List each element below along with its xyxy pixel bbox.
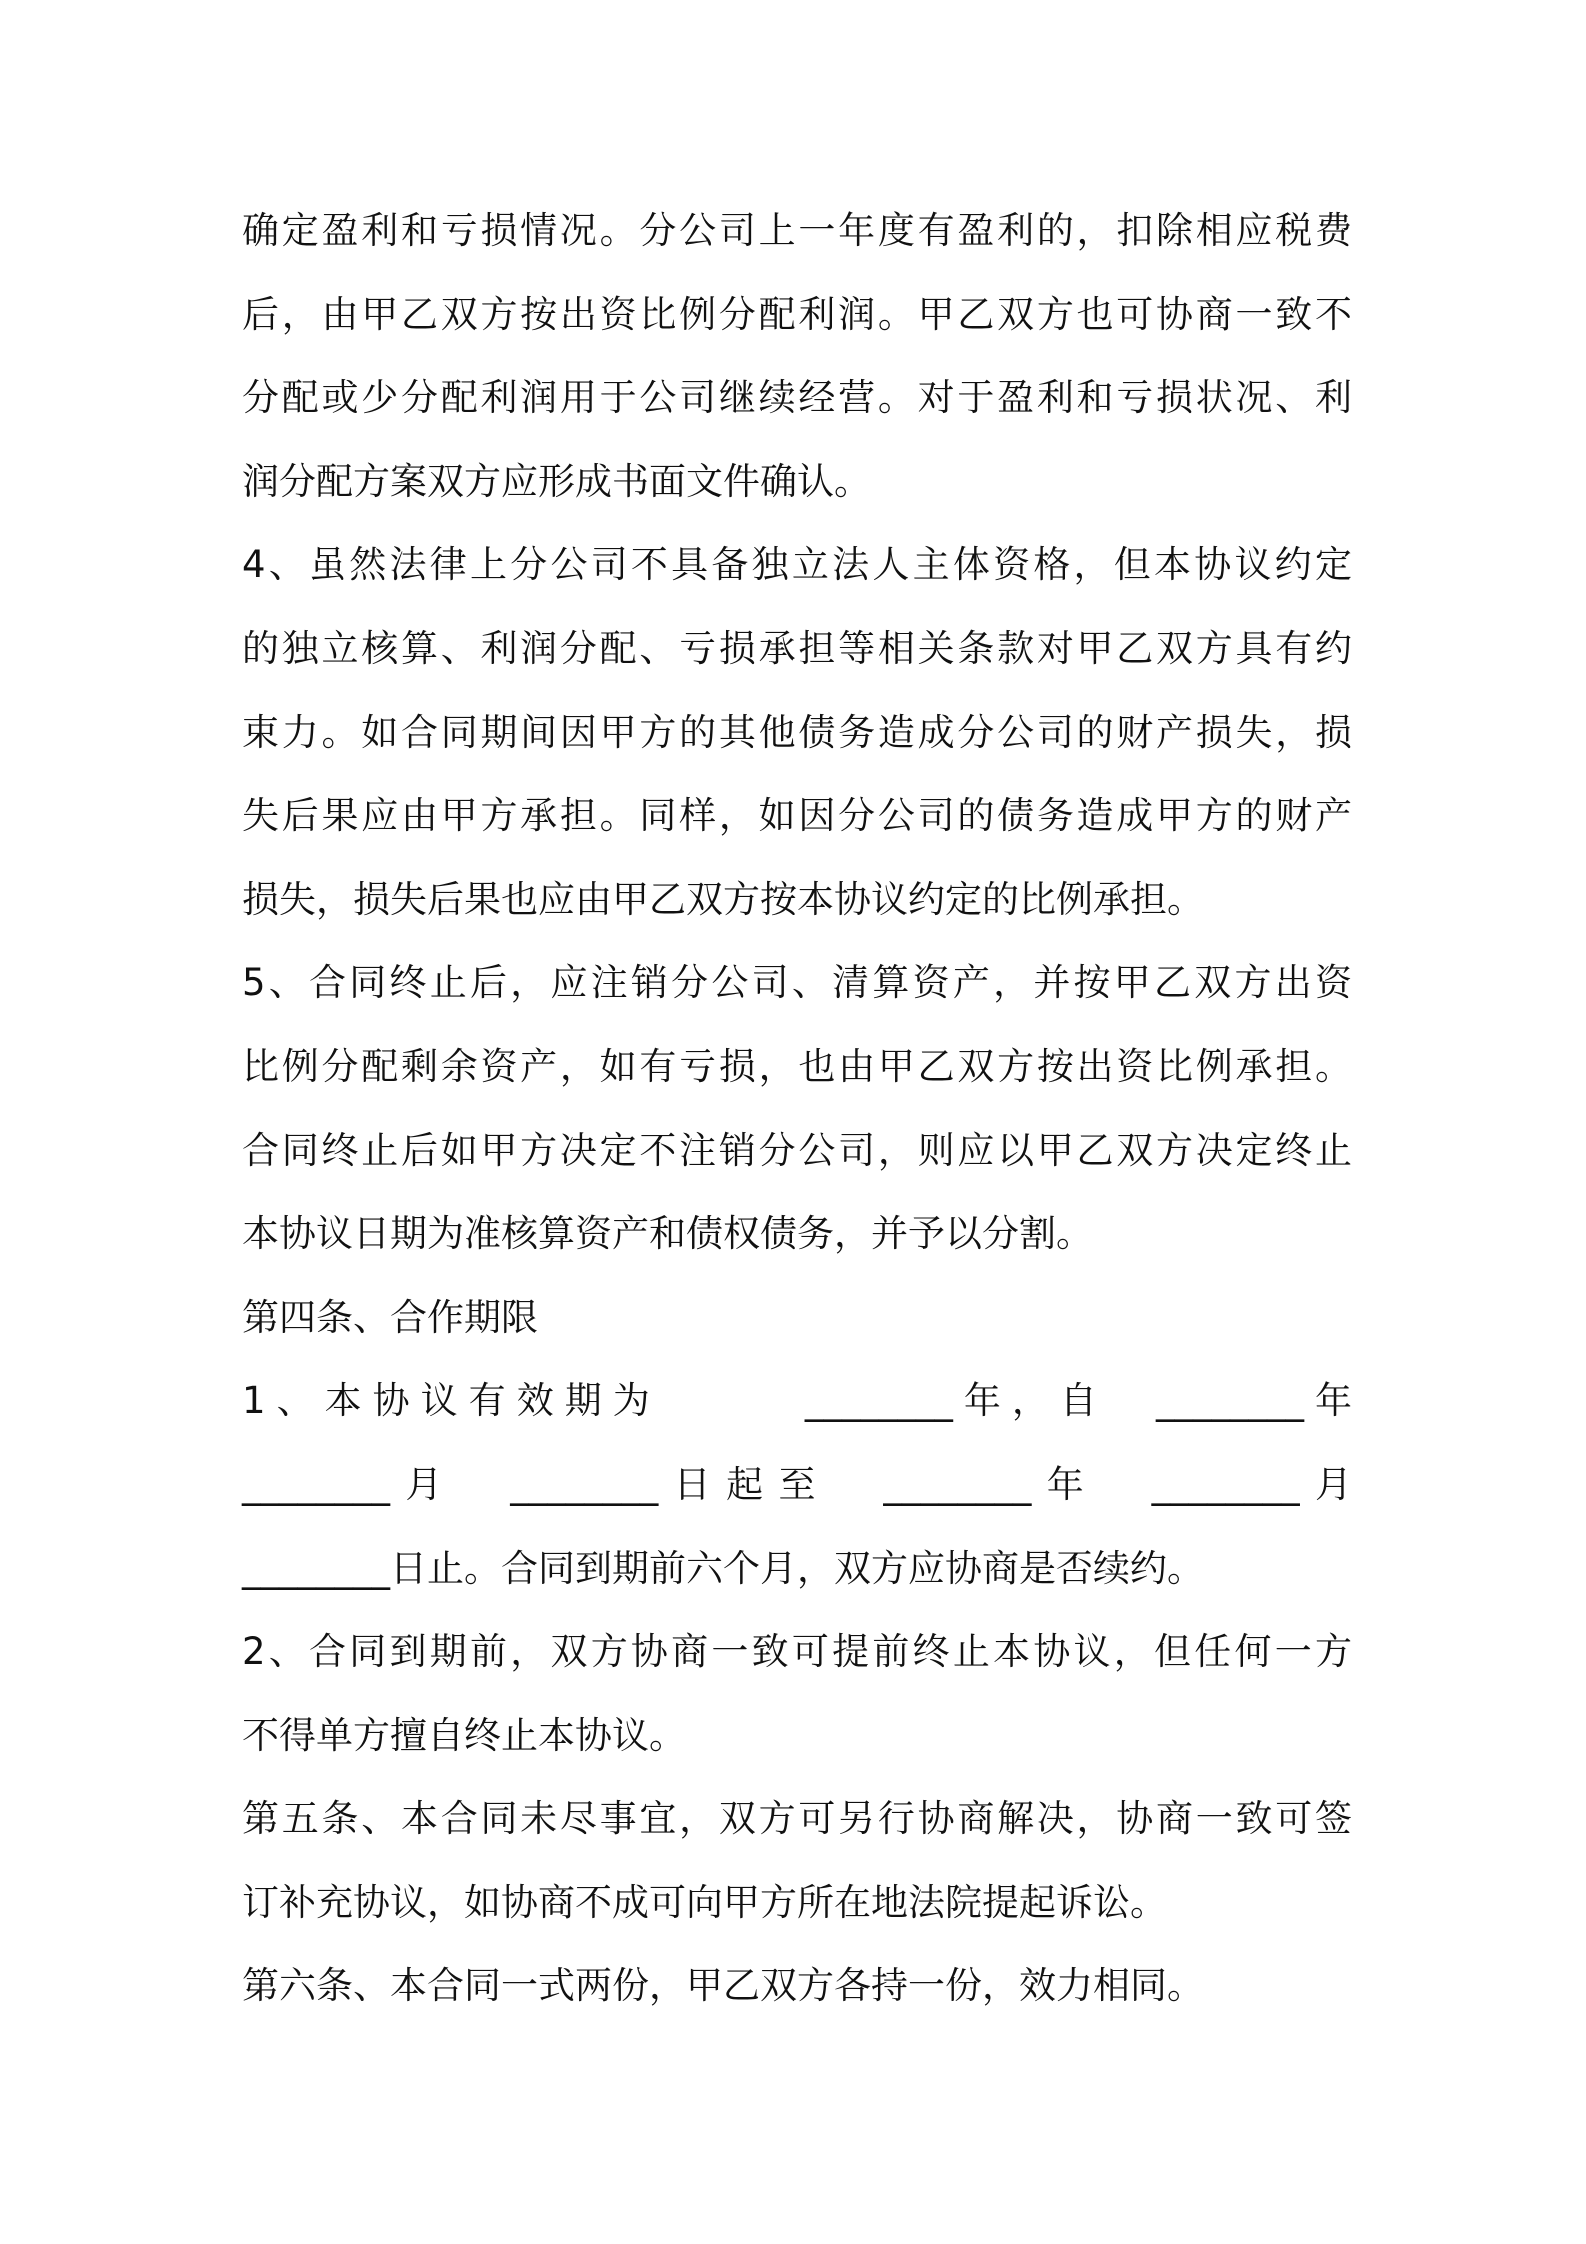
text-line: 第五条、本合同未尽事宜，双方可另行协商解决，协商一致可签 (242, 1797, 1352, 1841)
text-line: 失后果应由甲方承担。同样，如因分公司的债务造成甲方的财产 (242, 794, 1352, 838)
text-line: 订补充协议，如协商不成可向甲方所在地法院提起诉讼。 (242, 1880, 1167, 1924)
text-line: 1、本协议有效期为 ________年，自 ________年 (242, 1379, 1352, 1423)
text-line: 比例分配剩余资产，如有亏损，也由甲乙双方按出资比例承担。 (242, 1044, 1352, 1088)
text-line: ________日止。合同到期前六个月，双方应协商是否续约。 (242, 1546, 1204, 1590)
text-line: 损失，损失后果也应由甲乙双方按本协议约定的比例承担。 (242, 877, 1204, 921)
text-line: 的独立核算、利润分配、亏损承担等相关条款对甲乙双方具有约 (242, 626, 1352, 670)
text-line: 本协议日期为准核算资产和债权债务，并予以分割。 (242, 1212, 1093, 1256)
text-line: 束力。如合同期间因甲方的其他债务造成分公司的财产损失，损 (242, 710, 1352, 754)
text-line: 合同终止后如甲方决定不注销分公司，则应以甲乙双方决定终止 (242, 1128, 1352, 1172)
text-line: 确定盈利和亏损情况。分公司上一年度有盈利的，扣除相应税费 (242, 209, 1352, 252)
text-line: 5、合同终止后，应注销分公司、清算资产，并按甲乙双方出资 (242, 961, 1352, 1005)
text-line: 分配或少分配利润用于公司继续经营。对于盈利和亏损状况、利 (242, 376, 1352, 420)
text-line: 2、合同到期前，双方协商一致可提前终止本协议，但任何一方 (242, 1630, 1352, 1674)
contract-text (242, 189, 1352, 2028)
text-line: ________月 ________日起至 ________年 ________月 (242, 1462, 1352, 1506)
text-line: 后，由甲乙双方按出资比例分配利润。甲乙双方也可协商一致不 (242, 292, 1352, 336)
text-line: 4、虽然法律上分公司不具备独立法人主体资格，但本协议约定 (242, 543, 1352, 587)
text-line: 不得单方擅自终止本协议。 (242, 1713, 686, 1757)
text-line: 润分配方案双方应形成书面文件确认。 (242, 459, 871, 503)
section-heading: 第四条、合作期限 (242, 1295, 538, 1339)
text-line: 第六条、本合同一式两份，甲乙双方各持一份，效力相同。 (242, 1964, 1204, 2008)
